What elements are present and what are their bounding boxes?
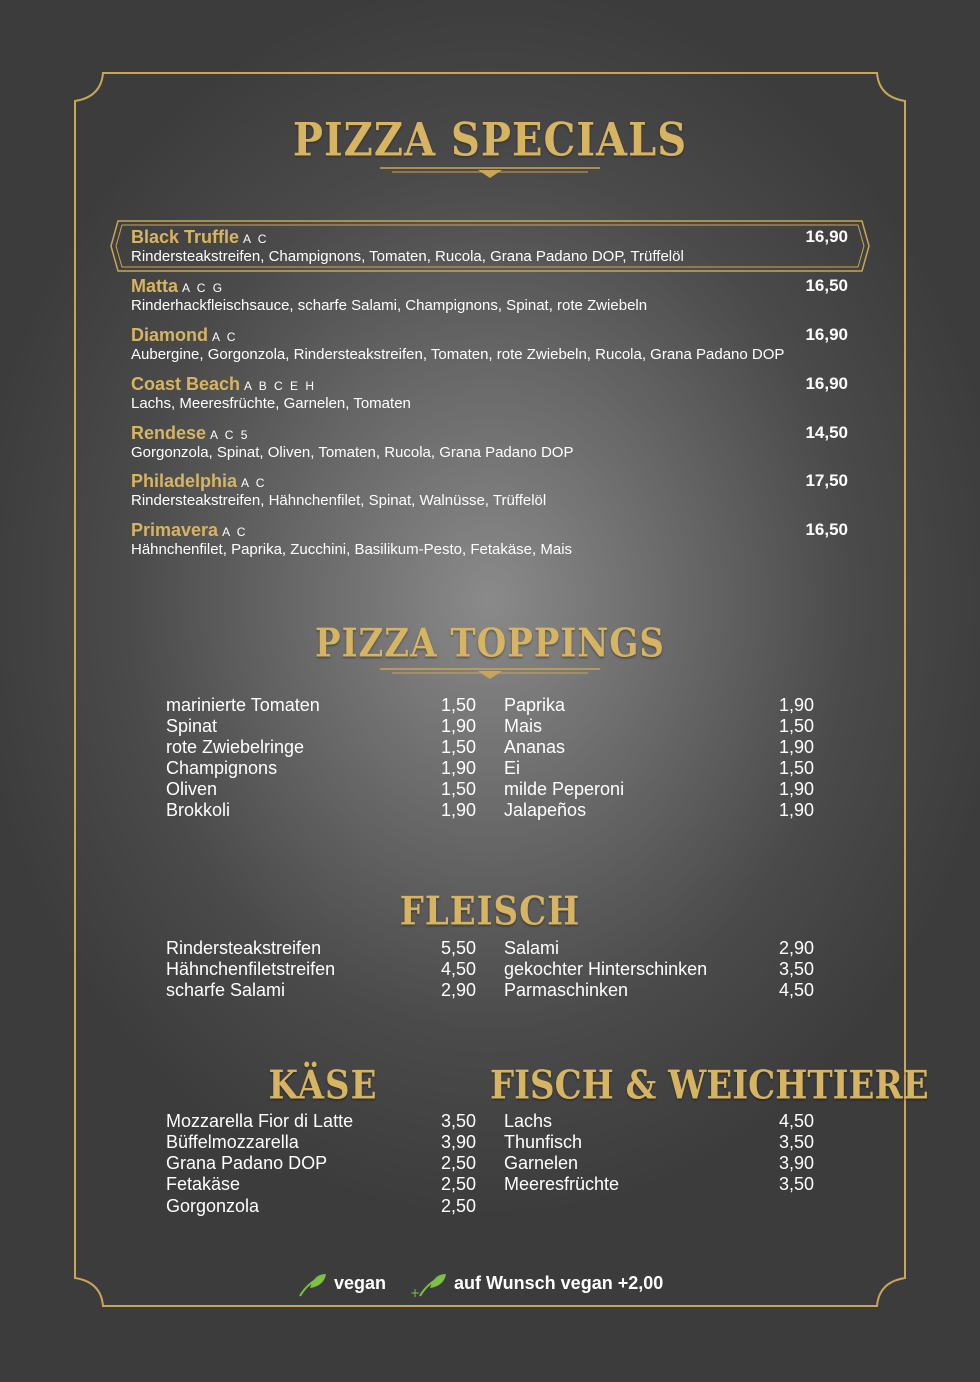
item-name: milde Peperoni: [504, 779, 625, 799]
item-price: 1,90: [440, 800, 476, 820]
special-name: Coast Beach: [131, 374, 241, 394]
allergen-codes: A C: [212, 330, 238, 344]
section-title-fleisch: FLEISCH: [399, 889, 581, 935]
item-price: 1,90: [778, 737, 814, 757]
item-price: 1,50: [440, 695, 476, 715]
item-name: Paprika: [504, 695, 566, 715]
item-name: Lachs: [504, 1111, 553, 1131]
legend-vegan-option-label: auf Wunsch vegan +2,00: [454, 1273, 664, 1293]
item-price: 1,50: [440, 737, 476, 757]
item-price: 2,50: [440, 1196, 476, 1216]
allergen-codes: A C: [241, 476, 267, 490]
title-divider: [380, 667, 600, 681]
allergen-codes: A C: [243, 232, 269, 246]
item-price: 4,50: [778, 980, 814, 1000]
special-price: 16,50: [805, 276, 848, 295]
special-name: Rendese: [131, 423, 207, 443]
item-name: gekochter Hinterschinken: [504, 959, 708, 979]
item-price: 1,90: [440, 758, 476, 778]
special-item: [131, 423, 848, 461]
item-name: Grana Padano DOP: [166, 1153, 328, 1173]
item-name: Meeresfrüchte: [504, 1174, 620, 1194]
item-price: 1,50: [778, 716, 814, 736]
svg-text:+: +: [410, 1286, 421, 1299]
item-price: 2,50: [440, 1153, 476, 1173]
leaf-icon: [298, 1272, 328, 1298]
special-description: Gorgonzola, Spinat, Oliven, Tomaten, Rucola, Grana Padano DOP: [131, 444, 574, 461]
special-item: [131, 227, 848, 265]
item-price: 2,90: [440, 980, 476, 1000]
item-price: 3,90: [778, 1153, 814, 1173]
item-price: 3,50: [778, 1132, 814, 1152]
special-price: 16,90: [805, 325, 848, 344]
special-description: Rindersteakstreifen, Hähnchenfilet, Spinat, Walnüsse, Trüffelöl: [131, 492, 547, 509]
item-price: 1,50: [440, 779, 476, 799]
item-price: 1,50: [778, 758, 814, 778]
item-name: Garnelen: [504, 1153, 579, 1173]
item-name: Thunfisch: [504, 1132, 583, 1152]
section-title-kaese: KÄSE: [268, 1063, 378, 1109]
section-title-fisch: FISCH & WEICHTIERE: [490, 1063, 929, 1109]
item-name: Hähnchenfiletstreifen: [166, 959, 336, 979]
special-description: Hähnchenfilet, Paprika, Zucchini, Basilikum-Pesto, Fetakäse, Mais: [131, 541, 573, 558]
leaf-plus-icon: [410, 1271, 450, 1299]
item-price: 2,90: [778, 938, 814, 958]
section-title-specials: PIZZA SPECIALS: [292, 113, 688, 168]
item-name: Champignons: [166, 758, 278, 778]
item-name: Mais: [504, 716, 543, 736]
item-name: Gorgonzola: [166, 1196, 260, 1216]
item-name: Büffelmozzarella: [166, 1132, 299, 1152]
item-name: Parmaschinken: [504, 980, 629, 1000]
special-description: Rindersteakstreifen, Champignons, Tomaten, Rucola, Grana Padano DOP, Trüffelöl: [131, 248, 684, 265]
item-name: Oliven: [166, 779, 218, 799]
special-item: [131, 520, 848, 558]
item-price: 3,50: [778, 1174, 814, 1194]
special-price: 16,90: [805, 374, 848, 393]
allergen-codes: A C: [222, 525, 248, 539]
special-name: Primavera: [131, 520, 219, 540]
item-name: Spinat: [166, 716, 218, 736]
item-name: rote Zwiebelringe: [166, 737, 305, 757]
item-name: Rindersteakstreifen: [166, 938, 322, 958]
item-price: 4,50: [778, 1111, 814, 1131]
item-price: 3,90: [440, 1132, 476, 1152]
special-description: Aubergine, Gorgonzola, Rindersteakstreifen, Tomaten, rote Zwiebeln, Rucola, Grana Padano DOP: [131, 346, 785, 363]
allergen-codes: A B C E H: [244, 379, 317, 393]
special-name: Matta: [131, 276, 179, 296]
item-name: Jalapeños: [504, 800, 587, 820]
item-price: 5,50: [440, 938, 476, 958]
item-name: Fetakäse: [166, 1174, 241, 1194]
item-price: 3,50: [778, 959, 814, 979]
item-name: Salami: [504, 938, 560, 958]
special-price: 14,50: [805, 423, 848, 442]
item-price: 1,90: [440, 716, 476, 736]
legend-vegan-label: vegan: [334, 1273, 387, 1293]
title-divider: [380, 166, 600, 180]
item-name: Mozzarella Fior di Latte: [166, 1111, 354, 1131]
allergen-codes: A C G: [182, 281, 225, 295]
special-item: [131, 276, 848, 314]
item-price: 3,50: [440, 1111, 476, 1131]
special-item: [131, 374, 848, 412]
special-price: 17,50: [805, 471, 848, 490]
item-name: scharfe Salami: [166, 980, 286, 1000]
item-name: Ananas: [504, 737, 566, 757]
special-name: Diamond: [131, 325, 209, 345]
special-description: Rinderhackfleischsauce, scharfe Salami, Champignons, Spinat, rote Zwiebeln: [131, 297, 648, 314]
item-price: 1,90: [778, 779, 814, 799]
item-price: 1,90: [778, 800, 814, 820]
item-price: 4,50: [440, 959, 476, 979]
item-name: Brokkoli: [166, 800, 231, 820]
item-price: 1,90: [778, 695, 814, 715]
special-item: [131, 471, 848, 509]
special-description: Lachs, Meeresfrüchte, Garnelen, Tomaten: [131, 395, 411, 412]
item-name: marinierte Tomaten: [166, 695, 320, 715]
section-title-toppings: PIZZA TOPPINGS: [315, 621, 665, 667]
special-name: Philadelphia: [131, 471, 238, 491]
special-name: Black Truffle: [131, 227, 240, 247]
allergen-codes: A C 5: [210, 428, 250, 442]
special-item: [131, 325, 848, 363]
special-price: 16,90: [805, 227, 848, 246]
item-price: 2,50: [440, 1174, 476, 1194]
item-name: Ei: [504, 758, 521, 778]
special-price: 16,50: [805, 520, 848, 539]
